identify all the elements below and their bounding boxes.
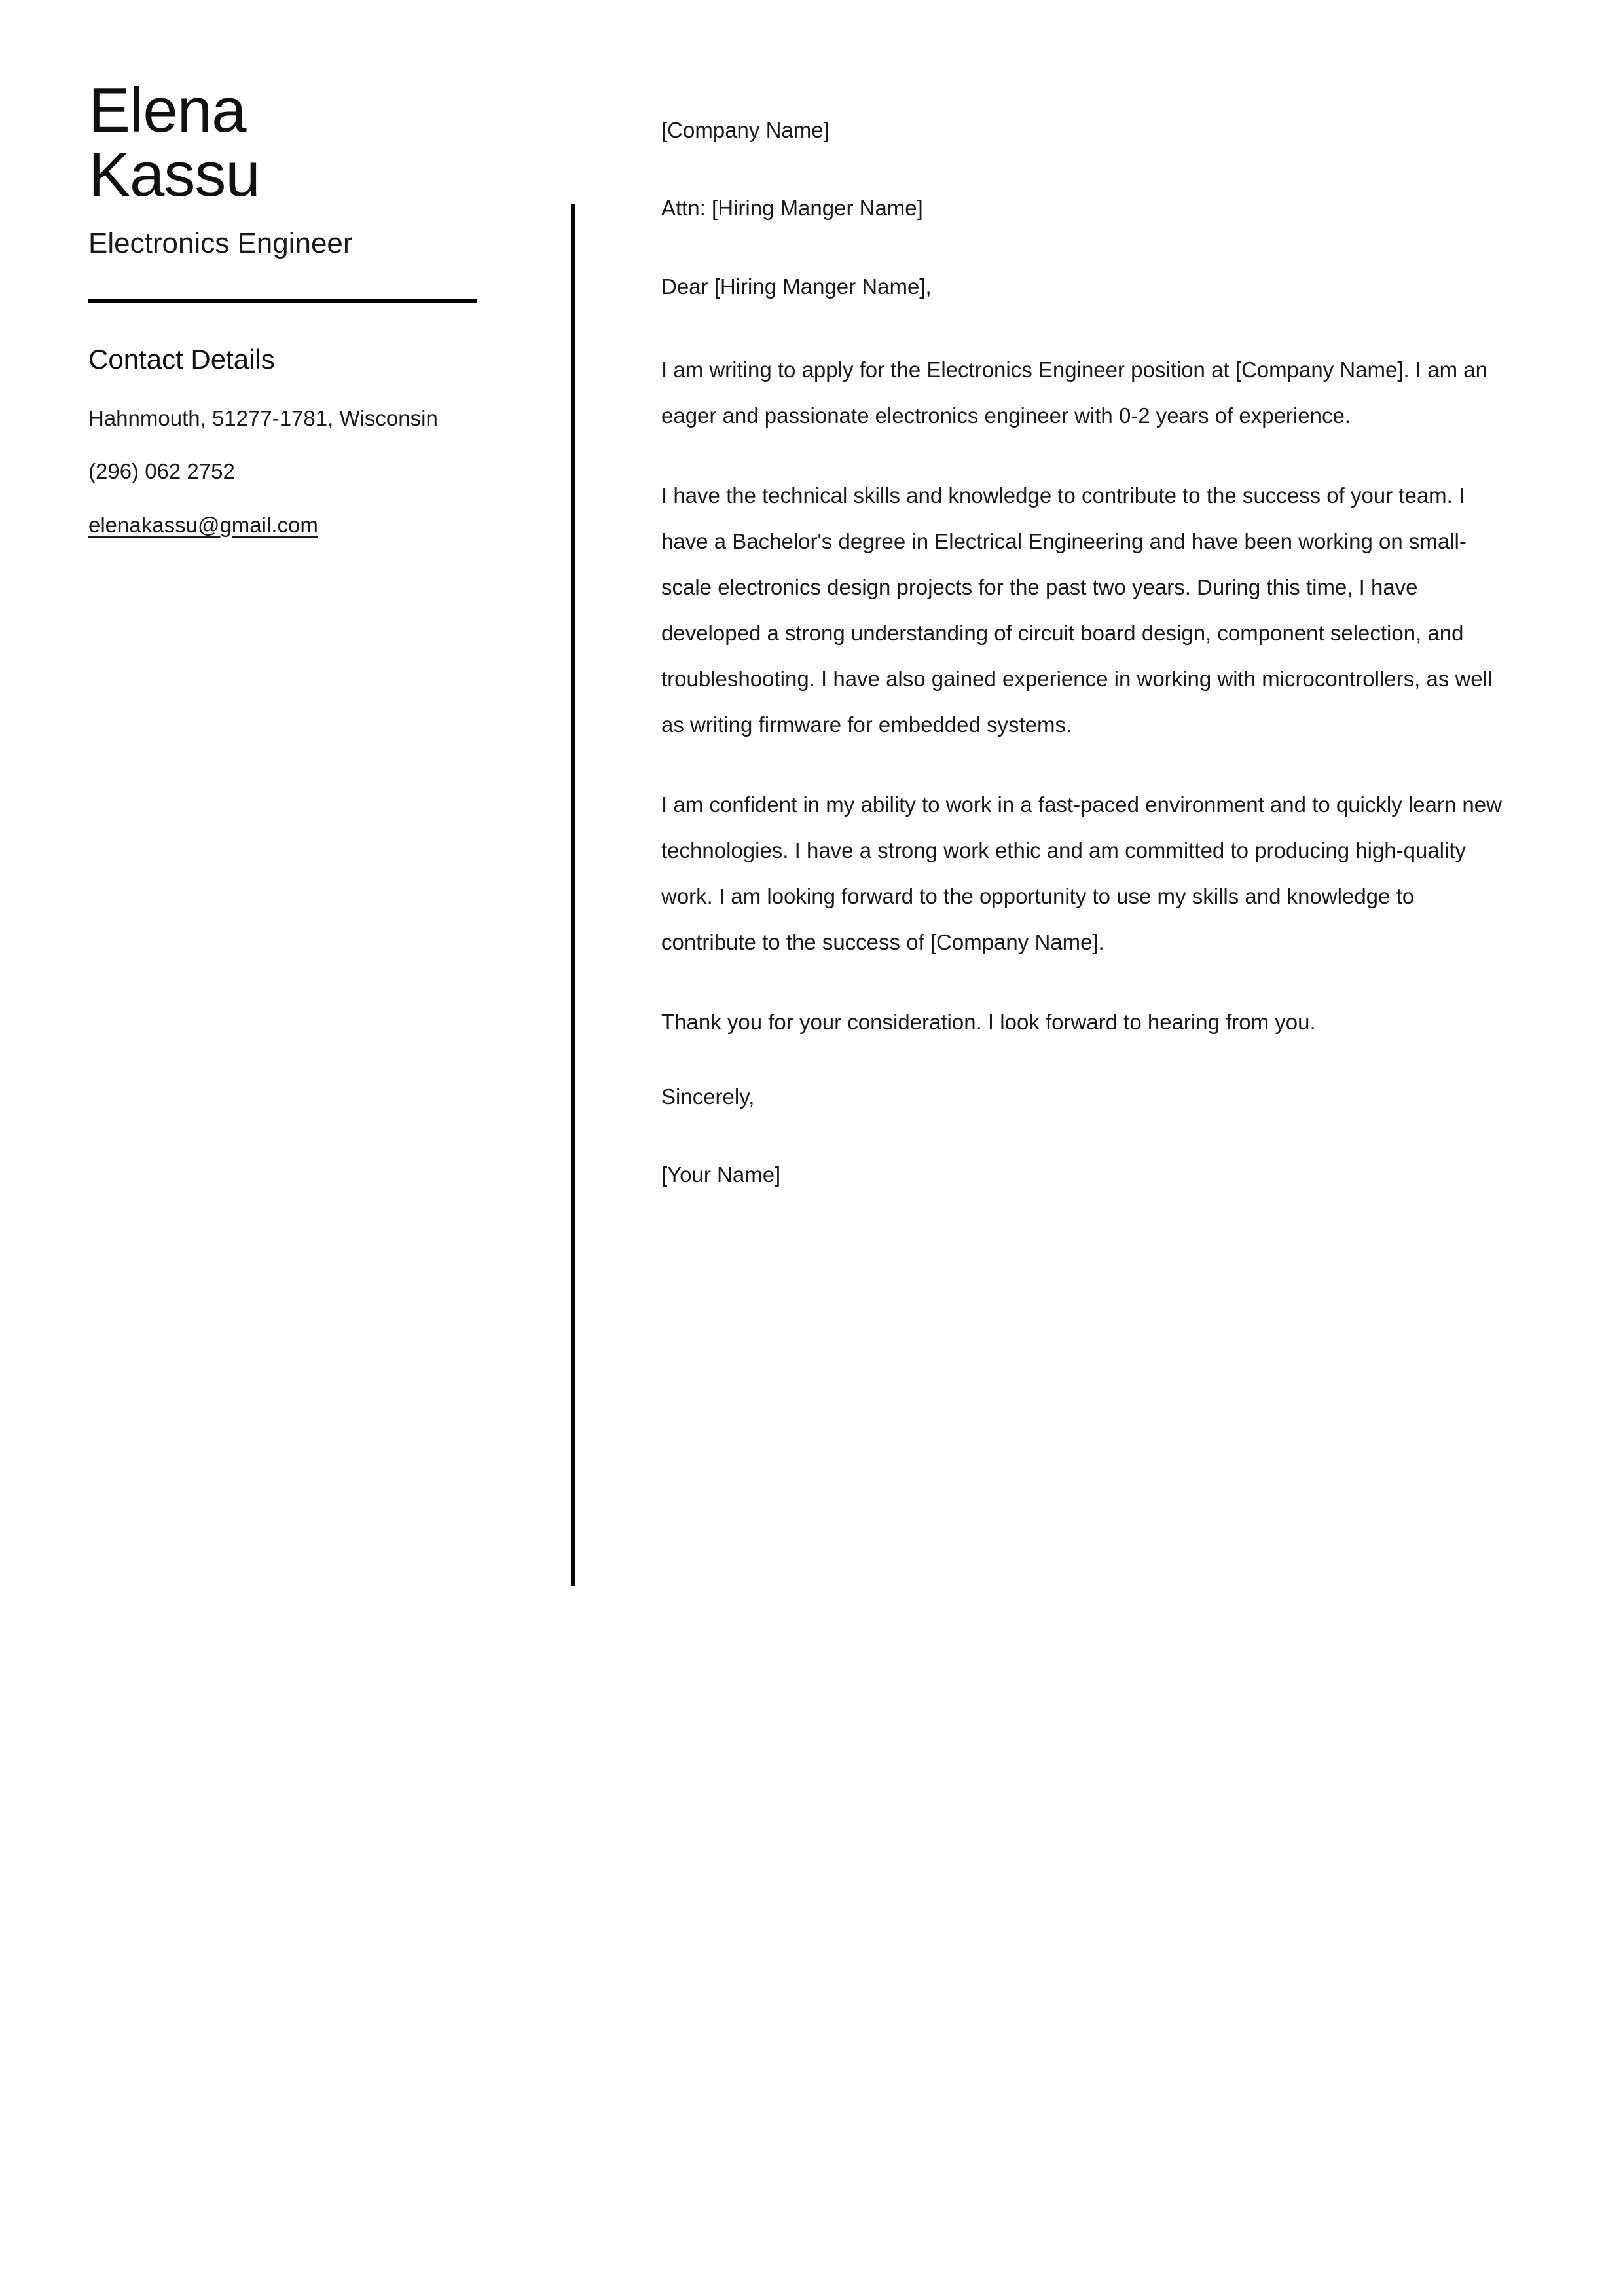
letter-paragraph-4: Thank you for your consideration. I look forward to hearing from you.	[661, 1009, 1316, 1034]
applicant-name	[88, 75, 507, 210]
recipient-attn: Attn: [Hiring Manger Name]	[661, 196, 923, 221]
job-title: Electronics Engineer	[88, 227, 353, 259]
letter-body	[661, 113, 1509, 1193]
contact-email-link[interactable]: elenakassu@gmail.com	[88, 512, 318, 537]
column-divider	[571, 204, 575, 1586]
closing-salutation: Sincerely,	[661, 1084, 755, 1109]
contact-address: Hahnmouth, 51277-1781, Wisconsin	[88, 406, 438, 430]
last-name: Kassu	[88, 139, 260, 210]
letter-paragraph-3: I am confident in my ability to work in a fast-paced environment and to quickly learn new technologies. I have a strong work ethic and am committed to producing high-quality work. I am looking forward to the opportunity to use my skills and knowledge to contribute to the success of [Company Name].	[661, 792, 1502, 954]
contact-email-row	[88, 508, 455, 542]
salutation: Dear [Hiring Manger Name],	[661, 274, 932, 299]
contact-phone: (296) 062 2752	[88, 459, 235, 484]
recipient-company: [Company Name]	[661, 118, 830, 142]
letter-paragraph-2: I have the technical skills and knowledge to contribute to the success of your team. I have a Bachelor's degree in Electrical Engineering and have been working on small-scale electronics design projects for the past two years. During this time, I have developed a strong understanding of circuit board design, component selection, and troubleshooting. I have also gained experience in working with microcontrollers, as well as writing firmware for embedded systems.	[661, 483, 1493, 737]
contact-details-list	[88, 401, 507, 542]
left-sidebar	[88, 75, 507, 542]
signature-name: [Your Name]	[661, 1162, 781, 1187]
letter-paragraph-1: I am writing to apply for the Electronics Engineer position at [Company Name]. I am an eager and passionate electronics engineer with 0-2 years of experience.	[661, 358, 1487, 428]
first-name: Elena	[88, 75, 246, 145]
contact-details-heading: Contact Details	[88, 343, 275, 375]
header-rule	[88, 299, 477, 303]
